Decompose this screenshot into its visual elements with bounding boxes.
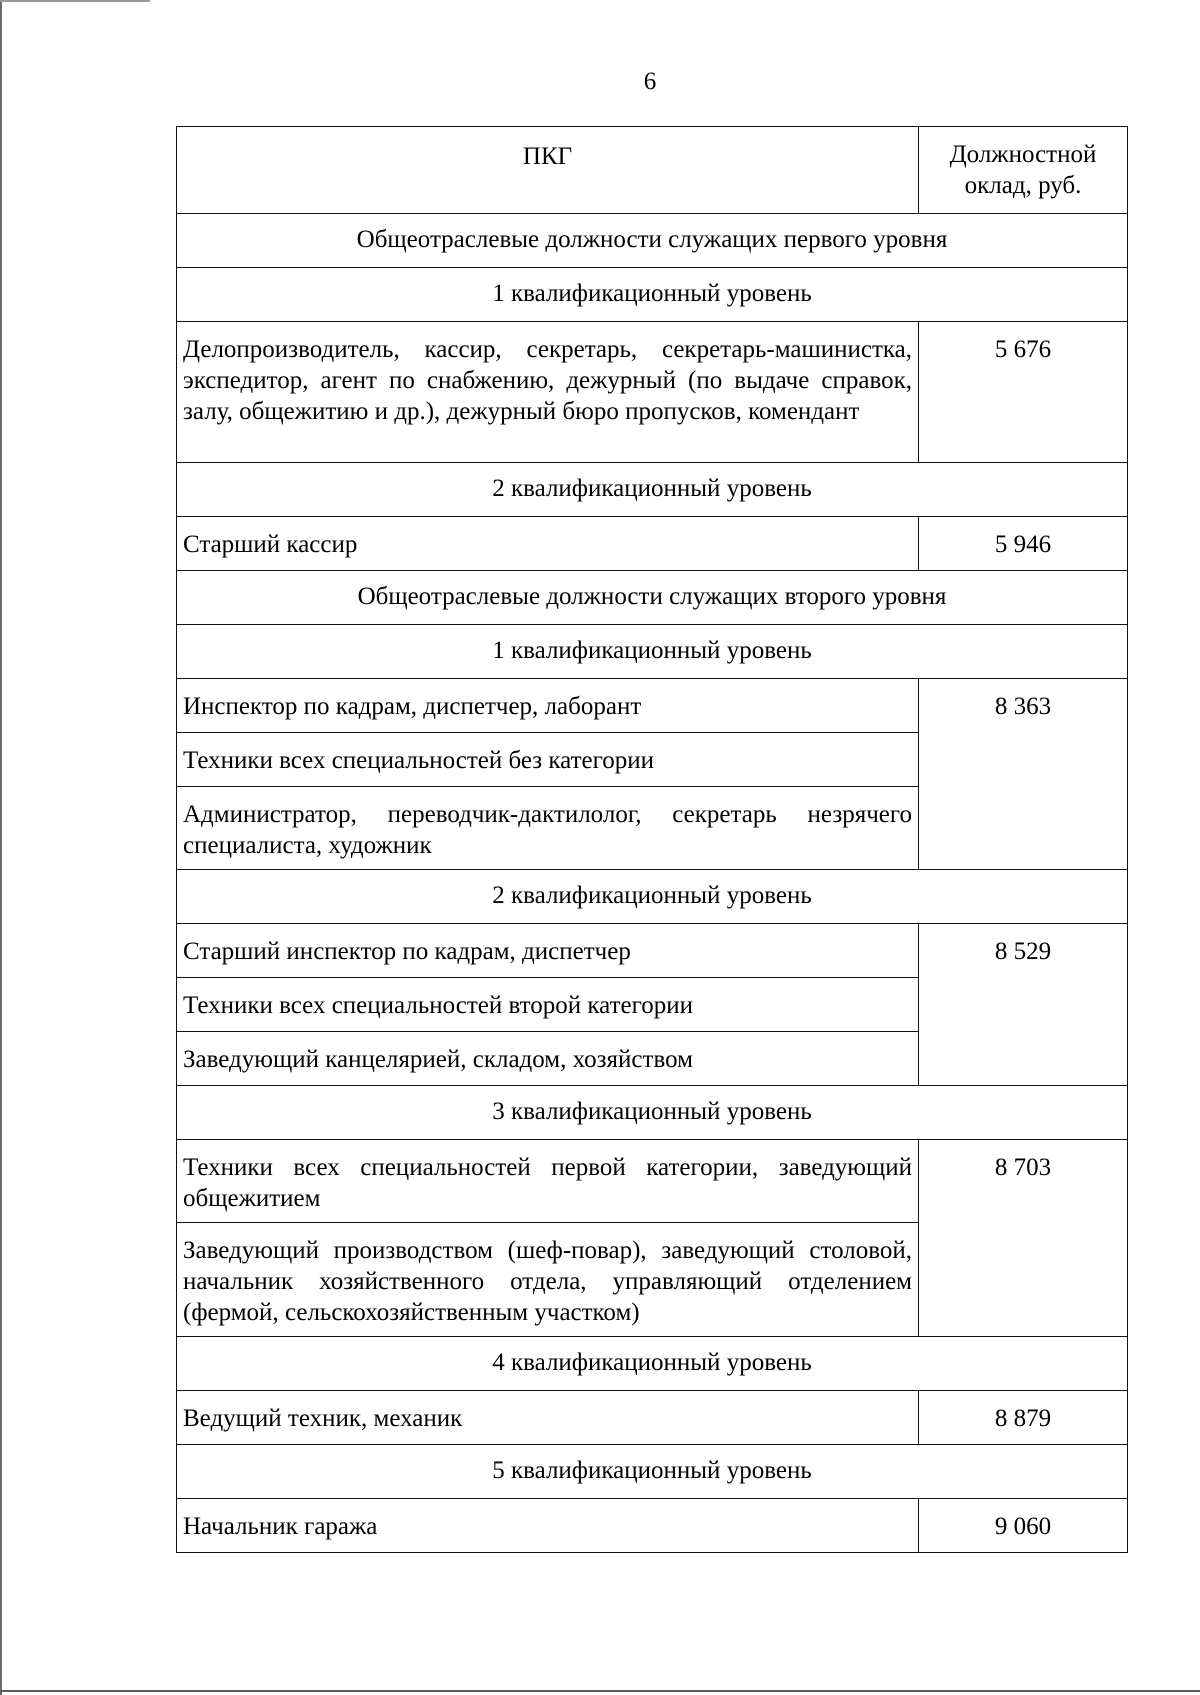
- level-title: 1 квалификационный уровень: [177, 268, 1128, 322]
- level-title: 1 квалификационный уровень: [177, 625, 1128, 679]
- header-salary-line2: оклад, руб.: [964, 172, 1082, 199]
- table-row: [177, 322, 1128, 463]
- table-row: [177, 924, 1128, 978]
- positions-cell: Старший кассир: [177, 517, 919, 571]
- level-title: 2 квалификационный уровень: [177, 870, 1128, 924]
- header-salary-line1: Должностной: [949, 141, 1097, 168]
- level-row: [177, 268, 1128, 322]
- group-title-first-level: Общеотраслевые должности служащих первого уровня: [177, 214, 1128, 268]
- positions-cell: Делопроизводитель, кассир, секретарь, секретарь-машинистка, экспедитор, агент по снабжению, дежурный (по выдаче справок, залу, общежитию и др.), дежурный бюро пропусков, комендант: [177, 322, 919, 463]
- positions-cell: Старший инспектор по кадрам, диспетчер: [177, 924, 919, 978]
- positions-cell: Начальник гаража: [177, 1499, 919, 1553]
- scan-edge-left: [0, 0, 2, 1695]
- table-row: [177, 1140, 1128, 1223]
- level-title: 2 квалификационный уровень: [177, 463, 1128, 517]
- salary-cell: 8 703: [919, 1140, 1128, 1337]
- table-row: [177, 679, 1128, 733]
- positions-cell: Заведующий производством (шеф-повар), заведующий столовой, начальник хозяйственного отдела, управляющий отделением (фермой, сельскохозяйственным участком): [177, 1223, 919, 1337]
- positions-cell: Техники всех специальностей без категории: [177, 733, 919, 787]
- level-title: 5 квалификационный уровень: [177, 1445, 1128, 1499]
- level-row: [177, 1445, 1128, 1499]
- scan-edge-top: [0, 0, 150, 2]
- level-row: [177, 625, 1128, 679]
- salary-table: [176, 126, 1128, 1553]
- salary-cell: 5 676: [919, 322, 1128, 463]
- header-pkg: ПКГ: [177, 127, 919, 214]
- table-header-row: [177, 127, 1128, 214]
- positions-cell: Техники всех специальностей второй категории: [177, 978, 919, 1032]
- table-row: [177, 1391, 1128, 1445]
- salary-cell: 8 363: [919, 679, 1128, 870]
- level-title: 4 квалификационный уровень: [177, 1337, 1128, 1391]
- header-salary: [919, 127, 1128, 214]
- page-number: 6: [643, 68, 657, 95]
- positions-cell: Ведущий техник, механик: [177, 1391, 919, 1445]
- level-row: [177, 1337, 1128, 1391]
- positions-cell: Инспектор по кадрам, диспетчер, лаборант: [177, 679, 919, 733]
- scan-edge-bottom: [0, 1690, 1200, 1692]
- group-title-second-level: Общеотраслевые должности служащих второго уровня: [177, 571, 1128, 625]
- level-row: [177, 1086, 1128, 1140]
- table-row: [177, 517, 1128, 571]
- salary-cell: 5 946: [919, 517, 1128, 571]
- group-row: [177, 214, 1128, 268]
- level-row: [177, 463, 1128, 517]
- positions-cell: Заведующий канцелярией, складом, хозяйством: [177, 1032, 919, 1086]
- salary-cell: 8 529: [919, 924, 1128, 1086]
- positions-cell: Администратор, переводчик-дактилолог, секретарь незрячего специалиста, художник: [177, 787, 919, 870]
- level-row: [177, 870, 1128, 924]
- salary-cell: 8 879: [919, 1391, 1128, 1445]
- salary-cell: 9 060: [919, 1499, 1128, 1553]
- positions-cell: Техники всех специальностей первой категории, заведующий общежитием: [177, 1140, 919, 1223]
- table-row: [177, 1499, 1128, 1553]
- group-row: [177, 571, 1128, 625]
- level-title: 3 квалификационный уровень: [177, 1086, 1128, 1140]
